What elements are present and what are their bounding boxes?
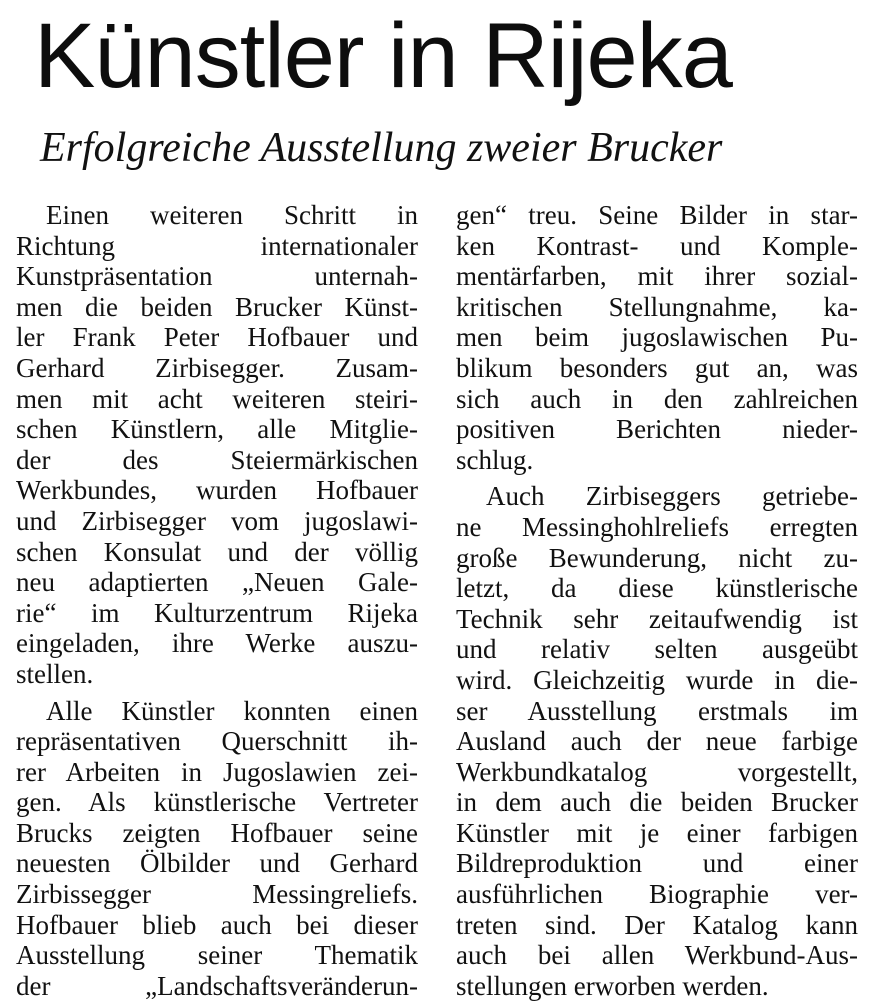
text-line: Werkbundkatalog vorgestellt, bbox=[456, 757, 858, 788]
text-line: Werkbundes, wurden Hofbauer bbox=[16, 475, 418, 506]
text-line: schen Künstlern, alle Mitglie- bbox=[16, 414, 418, 445]
text-line: eingeladen, ihre Werke auszu- bbox=[16, 628, 418, 659]
text-line: mentärfarben, mit ihrer sozial- bbox=[456, 261, 858, 292]
text-line: men die beiden Brucker Künst- bbox=[16, 292, 418, 323]
text-line: Alle Künstler konnten einen bbox=[16, 696, 418, 727]
article-headline: Künstler in Rijeka bbox=[34, 0, 834, 112]
text-line: Kunstpräsentation unternah- bbox=[16, 261, 418, 292]
paragraph-2 bbox=[16, 696, 418, 1001]
text-line: gen. Als künstlerische Vertreter bbox=[16, 787, 418, 818]
text-line: sich auch in den zahlreichen bbox=[456, 384, 858, 415]
text-line: ler Frank Peter Hofbauer und bbox=[16, 322, 418, 353]
text-line: wird. Gleichzeitig wurde in die- bbox=[456, 665, 858, 696]
text-line: in dem auch die beiden Brucker bbox=[456, 787, 858, 818]
text-line: Richtung internationaler bbox=[16, 231, 418, 262]
text-line: Ausstellung seiner Thematik bbox=[16, 940, 418, 971]
text-line: Technik sehr zeitaufwendig ist bbox=[456, 604, 858, 635]
text-line: Zirbissegger Messingreliefs. bbox=[16, 879, 418, 910]
text-line: stellen. bbox=[16, 659, 418, 690]
text-line: schlug. bbox=[456, 445, 858, 476]
text-line: treten sind. Der Katalog kann bbox=[456, 910, 858, 941]
text-line: men mit acht weiteren steiri- bbox=[16, 384, 418, 415]
article-subtitle: Erfolgreiche Ausstellung zweier Brucker bbox=[40, 120, 722, 176]
text-line: ausführlichen Biographie ver- bbox=[456, 879, 858, 910]
text-line: Brucks zeigten Hofbauer seine bbox=[16, 818, 418, 849]
text-line: ken Kontrast- und Komple- bbox=[456, 231, 858, 262]
text-line: der des Steiermärkischen bbox=[16, 445, 418, 476]
text-line: neu adaptierten „Neuen Gale- bbox=[16, 567, 418, 598]
text-line: und Zirbisegger vom jugoslawi- bbox=[16, 506, 418, 537]
text-line: ser Ausstellung erstmals im bbox=[456, 696, 858, 727]
text-line: men beim jugoslawischen Pu- bbox=[456, 322, 858, 353]
text-line: rie“ im Kulturzentrum Rijeka bbox=[16, 598, 418, 629]
text-line: und relativ selten ausgeübt bbox=[456, 634, 858, 665]
text-line: Künstler mit je einer farbigen bbox=[456, 818, 858, 849]
text-line: Bildreproduktion und einer bbox=[456, 848, 858, 879]
text-line: auch bei allen Werkbund-Aus- bbox=[456, 940, 858, 971]
article-column-right bbox=[456, 200, 858, 1001]
text-line: neuesten Ölbilder und Gerhard bbox=[16, 848, 418, 879]
paragraph-1 bbox=[456, 200, 858, 475]
paragraph-2 bbox=[456, 481, 858, 1001]
text-line: der „Landschaftsveränderun- bbox=[16, 971, 418, 1001]
text-line: letzt, da diese künstlerische bbox=[456, 573, 858, 604]
text-line: Einen weiteren Schritt in bbox=[16, 200, 418, 231]
text-line: große Bewunderung, nicht zu- bbox=[456, 543, 858, 574]
text-line: stellungen erworben werden. bbox=[456, 971, 858, 1001]
text-line: Hofbauer blieb auch bei dieser bbox=[16, 910, 418, 941]
text-line: ne Messinghohlreliefs erregten bbox=[456, 512, 858, 543]
text-line: gen“ treu. Seine Bilder in star- bbox=[456, 200, 858, 231]
text-line: positiven Berichten nieder- bbox=[456, 414, 858, 445]
text-line: repräsentativen Querschnitt ih- bbox=[16, 726, 418, 757]
text-line: kritischen Stellungnahme, ka- bbox=[456, 292, 858, 323]
text-line: Ausland auch der neue farbige bbox=[456, 726, 858, 757]
text-line: schen Konsulat und der völlig bbox=[16, 537, 418, 568]
text-line: rer Arbeiten in Jugoslawien zei- bbox=[16, 757, 418, 788]
text-line: Gerhard Zirbisegger. Zusam- bbox=[16, 353, 418, 384]
text-line: blikum besonders gut an, was bbox=[456, 353, 858, 384]
paragraph-1 bbox=[16, 200, 418, 690]
text-line: Auch Zirbiseggers getriebe- bbox=[456, 481, 858, 512]
article-column-left bbox=[16, 200, 418, 1001]
